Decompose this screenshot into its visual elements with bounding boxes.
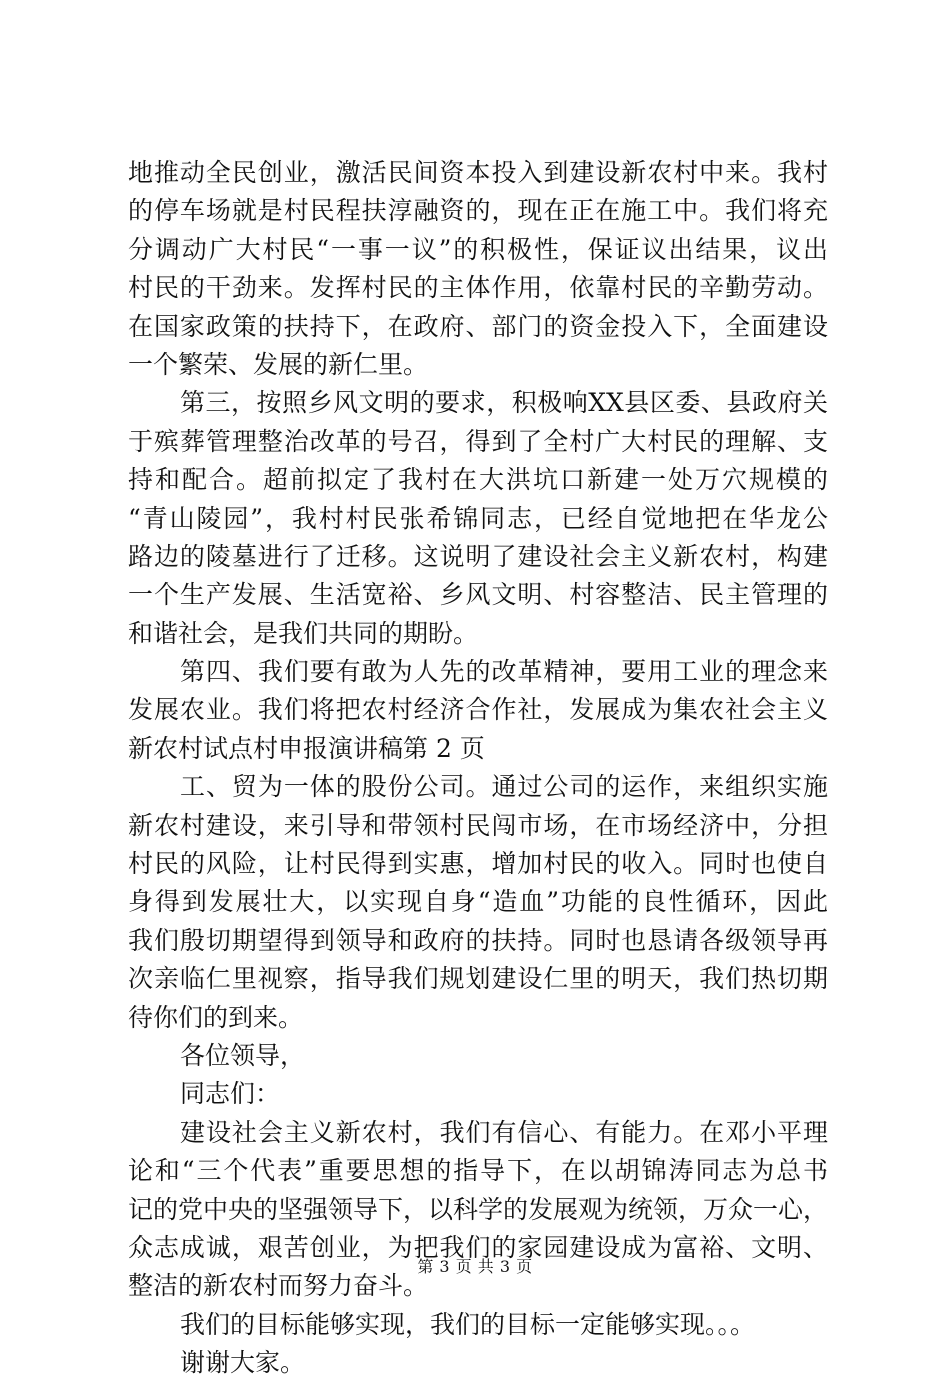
text-line: 新农村试点村申报演讲稿第 2 页: [128, 733, 485, 763]
text-line: 谢谢大家。: [180, 1348, 306, 1378]
text-line: 建设社会主义新农村，我们有信心、有能力。在邓小平理: [180, 1117, 828, 1147]
text-line: 地推动全民创业，激活民间资本投入到建设新农村中来。我村: [128, 158, 828, 187]
page-footer: 第 3 页 共 3 页: [417, 1257, 533, 1276]
document-body: [128, 154, 828, 1383]
text-line: 分调动广大村民“一事一议”的积极性，保证议出结果，议出: [128, 234, 828, 264]
text-line: 工、贸为一体的股份公司。通过公司的运作，来组织实施: [180, 772, 828, 802]
text-line: 新农村建设，来引导和带领村民闯市场，在市场经济中，分担: [128, 810, 828, 840]
text-line: 一个繁荣、发展的新仁里。: [128, 349, 429, 379]
text-line: “青山陵园”，我村村民张希锦同志，已经自觉地把在华龙公: [128, 503, 828, 533]
text-line: 持和配合。超前拟定了我村在大洪坑口新建一处万穴规模的: [128, 465, 828, 495]
text-line: 的停车场就是村民程扶淳融资的，现在正在施工中。我们将充: [128, 196, 828, 226]
text-line: 次亲临仁里视察，指导我们规划建设仁里的明天，我们热切期: [128, 964, 828, 994]
text-line: 村民的干劲来。发挥村民的主体作用，依靠村民的辛勤劳动。: [128, 273, 828, 303]
text-line: 身得到发展壮大，以实现自身“造血”功能的良性循环，因此: [128, 887, 828, 917]
text-line: 待你们的到来。: [128, 1002, 304, 1032]
text-line: 村民的风险，让村民得到实惠，增加村民的收入。同时也使自: [128, 849, 828, 879]
text-line: 我们殷切期望得到领导和政府的扶持。同时也恳请各级领导再: [128, 925, 828, 955]
text-line: 于殡葬管理整治改革的号召，得到了全村广大村民的理解、支: [128, 426, 828, 456]
text-line: 同志们：: [180, 1079, 281, 1109]
text-line: 各位领导，: [180, 1040, 306, 1070]
text-line: 记的党中央的坚强领导下，以科学的发展观为统领，万众一心，: [128, 1194, 829, 1224]
text-line: 在国家政策的扶持下，在政府、部门的资金投入下，全面建设: [128, 311, 828, 341]
text-line: 第四、我们要有敢为人先的改革精神，要用工业的理念来: [180, 657, 828, 687]
text-line: 一个生产发展、生活宽裕、乡风文明、村容整洁、民主管理的: [128, 580, 828, 610]
text-line: 发展农业。我们将把农村经济合作社，发展成为集农社会主义: [128, 695, 828, 725]
text-line: 第三，按照乡风文明的要求，积极响XX县区委、县政府关: [180, 388, 828, 418]
text-line: 和谐社会，是我们共同的期盼。: [128, 618, 479, 648]
text-line: 整洁的新农村而努力奋斗。: [128, 1271, 429, 1301]
text-line: 论和“三个代表”重要思想的指导下，在以胡锦涛同志为总书: [128, 1156, 828, 1186]
text-line: 路边的陵墓进行了迁移。这说明了建设社会主义新农村，构建: [128, 541, 828, 571]
text-line: 众志成诚，艰苦创业，为把我们的家园建设成为富裕、文明、: [128, 1232, 828, 1262]
text-line: 我们的目标能够实现，我们的目标一定能够实现。。。: [180, 1309, 756, 1339]
